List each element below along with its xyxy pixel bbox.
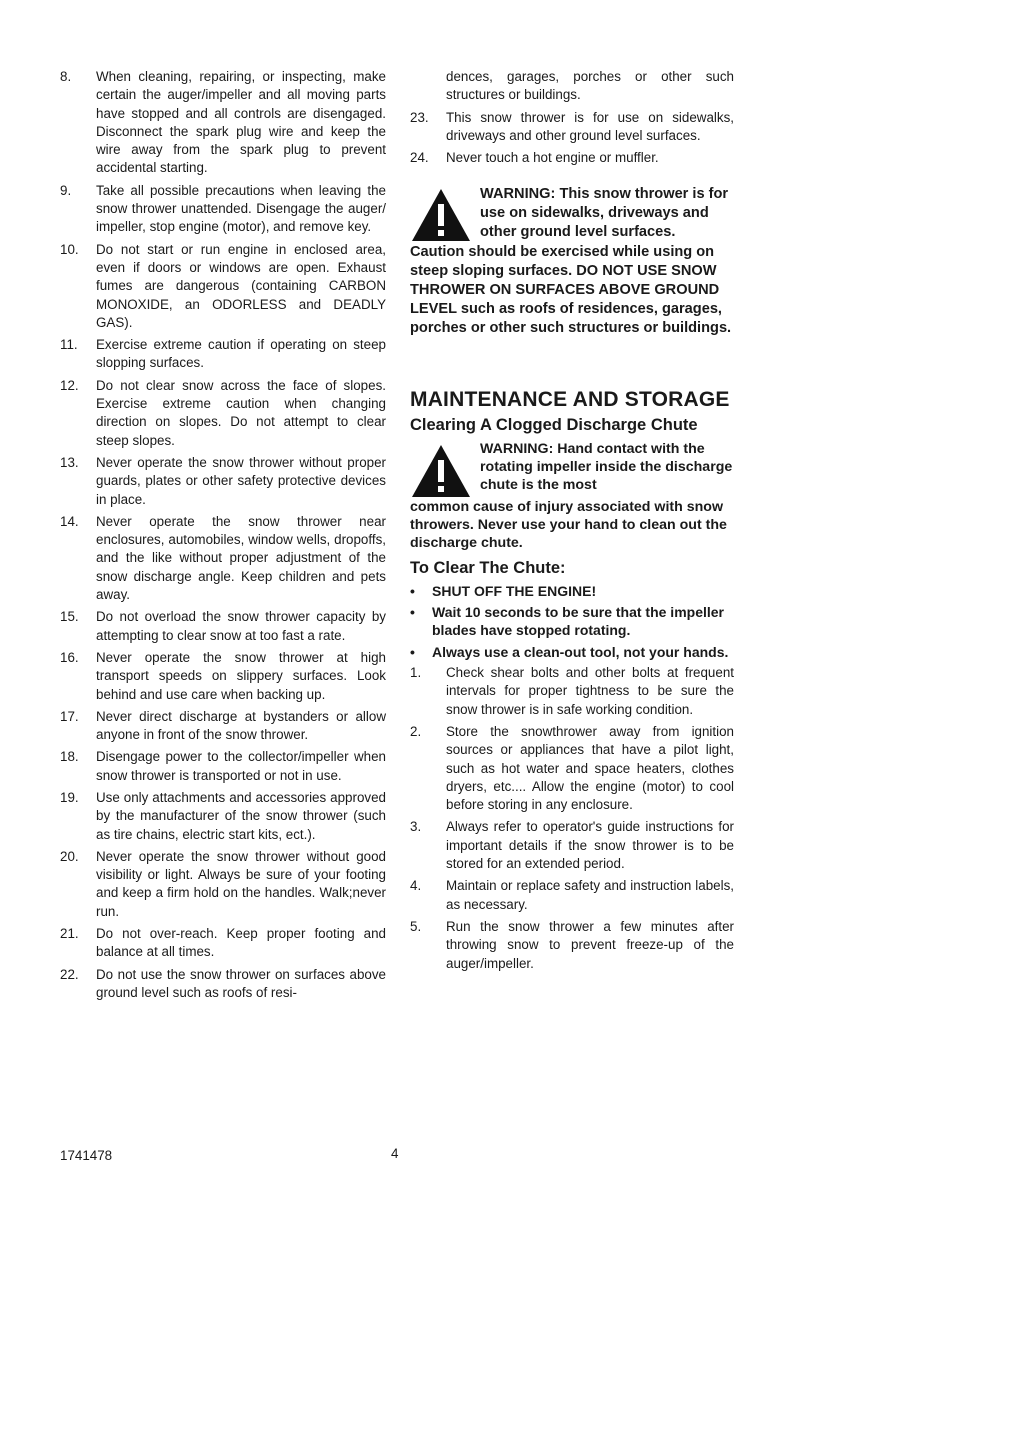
warning-heading: WARNING: This snow thrower is for use on sidewalks, driveways and other ground level surfaces. [480, 186, 729, 241]
item-number: 9. [60, 182, 72, 198]
warning-body: Caution should be exercised while using on steep sloping surfaces. DO NOT USE SNOW THROWER ON SURFACES ABOVE GROUND LEVEL such as roofs of residences, garages, porches or other such structures or buildings. [410, 244, 732, 337]
item-text: Disengage power to the collector/impeller when snow thrower is transported or not in use. [96, 749, 386, 783]
warning-triangle-icon [410, 443, 474, 499]
list-item [410, 723, 734, 814]
warning-body: common cause of injury associated with snow throwers. Never use your hand to clean out the discharge chute. [410, 499, 727, 552]
warning-block-surfaces [410, 185, 734, 338]
list-item [60, 649, 386, 704]
item-text: Do not use the snow thrower on surfaces above ground level such as roofs of resi- [96, 966, 386, 1000]
item-number: 2. [410, 723, 422, 739]
item-text: Do not overload the snow thrower capacity by attempting to clear snow at too fast a rate. [96, 609, 386, 643]
item-number: 20. [60, 848, 79, 864]
item-text: Use only attachments and accessories approved by the manufacturer of the snow thrower (such as tire chains, electric start kits, ect.). [96, 789, 386, 842]
item-number: 11. [60, 337, 78, 353]
list-item [60, 241, 386, 332]
item-text: Never operate the snow thrower without proper guards, plates or other safety protective devices in place. [96, 454, 386, 507]
item-number: 22. [60, 966, 79, 982]
item-text: Do not start or run engine in enclosed area, even if doors or windows are open. Exhaust fumes are dangerous (containing CARBON MONOXIDE, an ODORLESS and DEADLY GAS). [96, 241, 386, 330]
item-text: Check shear bolts and other bolts at frequent intervals for proper tightness to be sure the snow thrower is in safe working condition. [446, 665, 734, 717]
item-number: 21. [60, 926, 79, 942]
item-text: Exercise extreme caution if operating on steep slopping surfaces. [96, 337, 386, 371]
warning-block-hand-contact [410, 441, 734, 552]
item-number: 17. [60, 708, 79, 724]
item-text: Do not clear snow across the face of slopes. Exercise extreme caution when changing direction on slopes. Do not attempt to clear steep slopes. [96, 377, 386, 448]
list-item [60, 925, 386, 962]
item-text: Never operate the snow thrower near enclosures, automobiles, window wells, dropoffs, and the like without proper adjustment of the snow discharge angle. Keep children and pets away. [96, 513, 386, 603]
item-text: Never operate the snow thrower at high transport speeds on slippery surfaces. Look behind and use care when backing up. [96, 649, 386, 702]
item-number: 10. [60, 241, 79, 257]
item-number: 19. [60, 789, 79, 805]
page-number: 4 [391, 1146, 399, 1161]
bullet-icon: • [410, 604, 415, 621]
item-text: Take all possible precautions when leaving the snow thrower unattended. Disengage the auger/ impeller, stop engine (motor), and remove key. [96, 182, 386, 235]
item-text: Do not over-reach. Keep proper footing and balance at all times. [96, 926, 386, 960]
item-number: 1. [410, 665, 422, 681]
item-number: 4. [410, 878, 422, 894]
bullet-item: • Wait 10 seconds to be sure that the impeller blades have stopped rotating. [410, 604, 724, 639]
right-column [410, 68, 734, 977]
item-text: Always refer to operator's guide instructions for important details if the snow thrower is to be stored for an extended period. [446, 819, 734, 872]
list-item [60, 336, 386, 373]
item-text: Never operate the snow thrower without good visibility or light. Always be sure of your footing and keep a firm hold on the handles. Walk;never run. [96, 848, 386, 919]
list-item [60, 454, 386, 509]
item-number: 5. [410, 918, 422, 934]
item-number: 18. [60, 749, 79, 765]
list-item [410, 664, 734, 719]
item-number: 23. [410, 109, 429, 125]
list-item [410, 877, 734, 914]
document-number: 1741478 [60, 1148, 113, 1163]
list-item [410, 109, 734, 146]
item-text: Never touch a hot engine or muffler. [446, 150, 659, 166]
list-item [60, 608, 386, 645]
list-item [410, 149, 734, 167]
warning-triangle-icon [410, 187, 474, 243]
list-item [410, 918, 734, 973]
item-number: 13. [60, 454, 79, 470]
list-item [60, 966, 386, 1003]
list-item [60, 377, 386, 450]
bullet-icon: • [410, 582, 415, 599]
list-item [60, 848, 386, 921]
item-text: Run the snow thrower a few minutes after throwing snow to prevent freeze-up of the auger/impeller. [446, 918, 734, 971]
bullet-icon: • [410, 643, 415, 660]
list-item [60, 789, 386, 844]
item-text: Maintain or replace safety and instruction labels, as necessary. [446, 878, 734, 912]
list-item [60, 708, 386, 745]
bullet-item: • SHUT OFF THE ENGINE! [410, 582, 597, 599]
item-number: 12. [60, 377, 79, 393]
left-column [60, 68, 386, 1006]
item-number: 3. [410, 819, 422, 835]
subsection-title: Clearing A Clogged Discharge Chute [410, 416, 698, 435]
list-item [60, 68, 386, 178]
item-number: 8. [60, 69, 72, 84]
list-item [60, 182, 386, 237]
bullet-item: • Always use a clean-out tool, not your hands. [410, 643, 729, 660]
item-number: 24. [410, 150, 429, 166]
item-number: 15. [60, 609, 79, 625]
item-text: This snow thrower is for use on sidewalks, driveways and other ground level surfaces. [446, 109, 734, 143]
warning-heading: WARNING: Hand contact with the rotating impeller inside the discharge chute is the most [480, 441, 733, 494]
list-item [410, 818, 734, 873]
item-number: 14. [60, 513, 79, 529]
item-text: Never direct discharge at bystanders or allow anyone in front of the snow thrower. [96, 708, 386, 743]
continued-item-text: dences, garages, porches or other such structures or buildings. [446, 69, 734, 103]
item-number: 16. [60, 649, 79, 665]
list-item [60, 513, 386, 604]
procedure-title: To Clear The Chute: [410, 558, 566, 577]
item-text: Store the snowthrower away from ignition sources or appliances that have a pilot light, such as hot water and space heaters, clothes dryers, etc.... Allow the engine (motor) to cool before storing in any enclosure. [446, 723, 734, 813]
list-item [60, 748, 386, 785]
item-text: When cleaning, repairing, or inspecting, make certain the auger/impeller and all moving parts have stopped and all controls are disengaged. Disconnect the spark plug wire and keep the wire away from the spark plug to prevent accidental starting. [96, 69, 386, 176]
section-title: MAINTENANCE AND STORAGE [410, 388, 730, 412]
